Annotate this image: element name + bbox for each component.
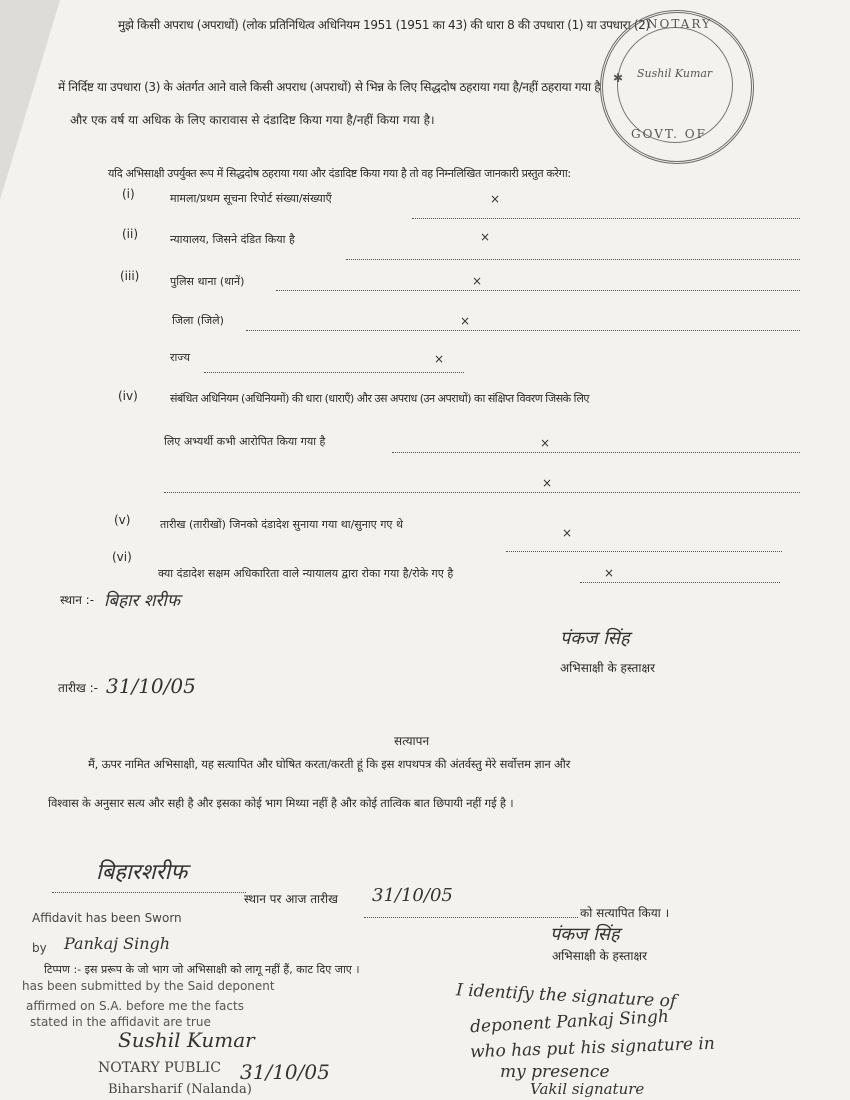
item-iv-label-line1: संबंधित अधिनियम (अधिनियमों) की धारा (धाराएँ) और उस अपराध (उन अपराधों) का संक्षिप्त विवरण जिसके लिए xyxy=(170,392,589,405)
handwritten-line4: my presence xyxy=(500,1062,610,1082)
notary-seal-inner-ring xyxy=(617,27,733,143)
district-cross: × xyxy=(460,314,471,328)
seal-top-text: NOTARY xyxy=(647,17,712,31)
item-i-label: मामला/प्रथम सूचना रिपोर्ट संख्या/संख्याएँ xyxy=(170,192,332,205)
deponent-signature-2: पंकज सिंह xyxy=(550,924,620,945)
notary-seal xyxy=(600,10,754,164)
para1-line1: मुझे किसी अपराध (अपराधों) (लोक प्रतिनिधित्व अधिनियम 1951 (1951 का 43) की धारा 8 की उपधारा (1) या उपधारा (2) xyxy=(118,18,650,32)
verification-line1: मैं, ऊपर नामित अभिसाक्षी, यह सत्यापित और घोषित करता/करती हूं कि इस शपथपत्र की अंतर्वस्तु मेरे सर्वोत्तम ज्ञान और xyxy=(88,757,571,771)
para1-line3: और एक वर्ष या अधिक के लिए कारावास से दंडादिष्ट किया गया है/नहीं किया गया है। xyxy=(70,113,435,127)
notary-line2-name: Pankaj Singh xyxy=(64,934,171,953)
deponent-signature-1-label: अभिसाक्षी के हस्ताक्षर xyxy=(560,661,655,675)
handwritten-line2: deponent Pankaj Singh xyxy=(469,1006,670,1038)
item-vi-cross: × xyxy=(604,566,615,580)
notary-location: Biharsharif (Nalanda) xyxy=(108,1082,252,1097)
seal-star-icon: ✱ xyxy=(613,71,626,85)
para1-line2: में निर्दिष्ट या उपधारा (3) के अंतर्गत आने वाले किसी अपराध (अपराधों) से भिन्न के लिए सिद्धदोष ठहराया गया है/नहीं ठहराया गया है xyxy=(58,80,601,94)
verification-place-line xyxy=(52,892,246,893)
verification-place-value: बिहारशरीफ xyxy=(96,860,188,885)
notary-line2-prefix: by xyxy=(32,941,47,955)
item-iv-cross2: × xyxy=(542,476,553,490)
state-cross: × xyxy=(434,352,445,366)
verification-title: सत्यापन xyxy=(394,734,430,748)
item-vi-label: क्या दंडादेश सक्षम अधिकारिता वाले न्यायालय द्वारा रोका गया है/रोके गए है xyxy=(158,567,454,580)
deponent-signature-1: पंकज सिंह xyxy=(560,628,630,649)
item-ii-cross: × xyxy=(480,230,491,244)
notary-line5: stated in the affidavit are true xyxy=(30,1015,211,1029)
item-iv-label-line2: लिए अभ्यर्थी कभी आरोपित किया गया है xyxy=(164,435,326,448)
notary-signature: Sushil Kumar xyxy=(118,1028,255,1052)
item-iii-num: (iii) xyxy=(120,269,140,283)
item-v-cross: × xyxy=(562,526,573,540)
district-label: जिला (जिले) xyxy=(172,314,224,327)
item-v-num: (v) xyxy=(114,513,131,527)
seal-middle-text: Sushil Kumar xyxy=(637,67,713,80)
item-i-num: (i) xyxy=(122,187,135,201)
verification-date-value: 31/10/05 xyxy=(372,885,453,906)
item-v-label: तारीख (तारीखों) जिनको दंडादेश सुनाया गया था/सुनाए गए थे xyxy=(160,518,404,531)
item-ii-line xyxy=(346,259,800,260)
note-text: टिप्पण :- इस प्ररूप के जो भाग जो अभिसाक्षी को लागू नहीं हैं, काट दिए जाए । xyxy=(44,963,360,976)
date-value: 31/10/05 xyxy=(106,674,196,698)
verification-line2: विश्वास के अनुसार सत्य और सही है और इसका कोई भाग मिथ्या नहीं है और कोई तात्विक बात छिपायी नहीं गई है । xyxy=(48,796,514,810)
state-label: राज्य xyxy=(170,351,191,364)
police-station-label: पुलिस थाना (थानें) xyxy=(170,275,245,288)
item-iv-cross1: × xyxy=(540,436,551,450)
verification-verified-text: को सत्यापित किया । xyxy=(580,906,670,920)
item-ii-label: न्यायालय, जिसने दंडित किया है xyxy=(170,233,295,246)
verification-date-line xyxy=(364,917,578,918)
district-line xyxy=(246,330,800,331)
item-ii-num: (ii) xyxy=(122,227,139,241)
item-i-cross: × xyxy=(490,192,501,206)
handwritten-line3: who has put his signature in xyxy=(469,1033,716,1063)
item-v-line xyxy=(506,551,782,552)
item-i-line xyxy=(412,218,800,219)
item-vi-line xyxy=(580,582,780,583)
place-value: बिहार शरीफ xyxy=(104,591,180,611)
item-iv-num: (iv) xyxy=(118,389,138,403)
verification-place-text: स्थान पर आज तारीख xyxy=(244,892,338,906)
para2: यदि अभिसाक्षी उपर्युक्त रूप में सिद्धदोष ठहराया गया और दंडादिष्ट किया गया है तो वह निम्नलिखित जानकारी प्रस्तुत करेगा: xyxy=(108,167,571,180)
date-label: तारीख :- xyxy=(58,681,98,695)
handwritten-line5: Vakil signature xyxy=(530,1080,645,1098)
state-line xyxy=(204,372,464,373)
handwritten-line1: I identify the signature of xyxy=(455,980,677,1012)
item-iv-line1 xyxy=(392,452,800,453)
place-label: स्थान :- xyxy=(60,593,95,607)
seal-bottom-text: GOVT. OF xyxy=(631,127,707,141)
notary-line1: Affidavit has been Sworn xyxy=(32,911,182,925)
police-station-line xyxy=(276,290,800,291)
notary-line4: affirmed on S.A. before me the facts xyxy=(26,999,244,1013)
item-iv-line2 xyxy=(164,492,800,493)
folded-corner xyxy=(0,0,60,200)
notary-line3: has been submitted by the Said deponent xyxy=(22,979,275,993)
notary-sign-date: 31/10/05 xyxy=(240,1060,330,1084)
item-vi-num: (vi) xyxy=(112,550,132,564)
deponent-signature-2-label: अभिसाक्षी के हस्ताक्षर xyxy=(552,949,647,963)
police-station-cross: × xyxy=(472,274,483,288)
notary-title: NOTARY PUBLIC xyxy=(98,1060,222,1076)
